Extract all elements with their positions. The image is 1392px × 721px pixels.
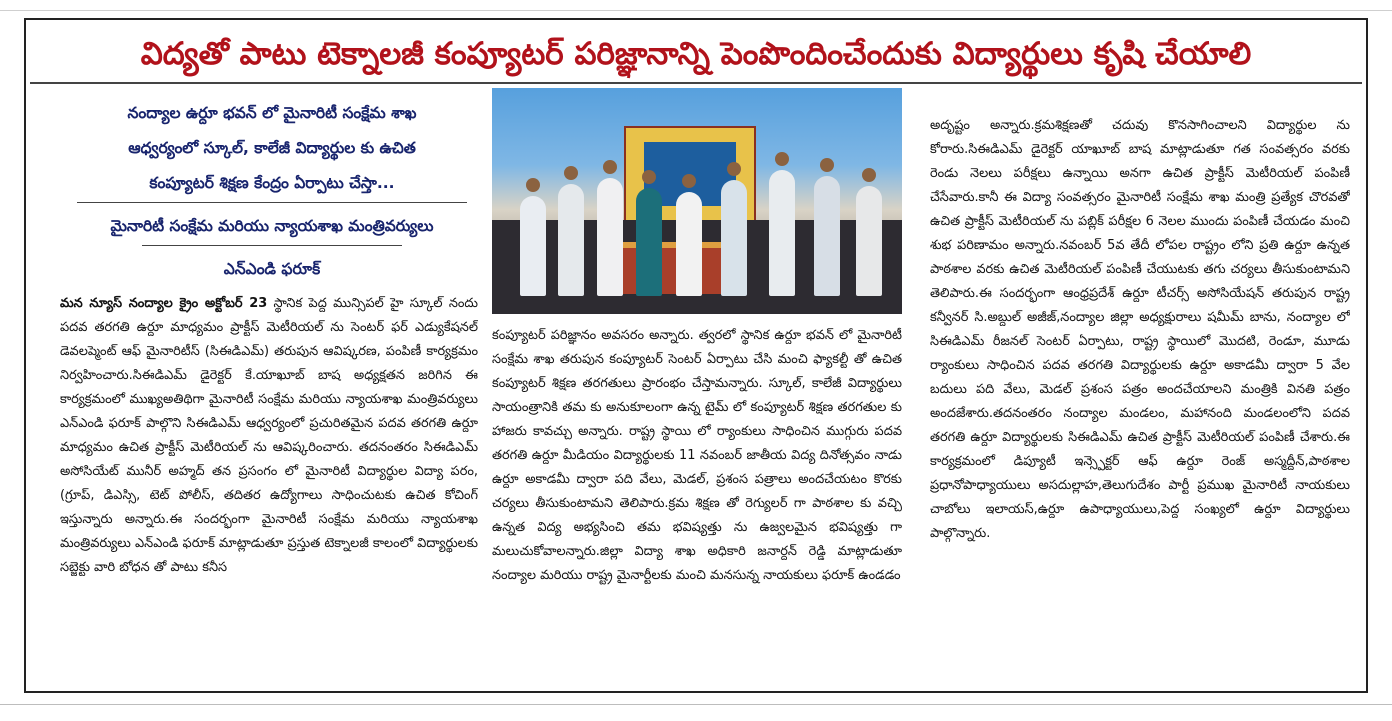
event-photo bbox=[492, 88, 902, 314]
article-headline: విద్యతో పాటు టెక్నాలజీ కంప్యూటర్ పరిజ్ఞానాన్ని పెంపొందించేందుకు విద్యార్థులు కృషి చేయాలి bbox=[140, 36, 1252, 72]
photo-person bbox=[597, 178, 623, 296]
news-article bbox=[24, 18, 1368, 693]
photo-person bbox=[636, 188, 662, 296]
photo-person bbox=[558, 184, 584, 296]
top-clipped-strip bbox=[0, 0, 1392, 11]
bottom-clipped-strip bbox=[0, 704, 1392, 721]
minister-name-divider bbox=[142, 245, 402, 246]
subheadline-line-2: ఆధ్వర్యంలో స్కూల్, కాలేజీ విద్యార్థుల కు ఉచిత bbox=[128, 139, 416, 157]
photo-person bbox=[856, 186, 882, 296]
subheadline-line-5: ఎన్ఎండి ఫరూక్ bbox=[223, 260, 321, 278]
subheadline-divider bbox=[77, 202, 467, 203]
photo-person bbox=[814, 176, 840, 296]
left-article-column bbox=[60, 292, 478, 688]
subheadline-line-3: కంప్యూటర్ శిక్షణ కేంద్రం ఏర్పాటు చేస్తా... bbox=[149, 174, 395, 192]
photo-person bbox=[721, 180, 747, 296]
subheadline-block bbox=[62, 102, 482, 302]
subheadline-line-4: మైనారిటీ సంక్షేమ మరియు న్యాయశాఖ మంత్రివర్యులు bbox=[110, 217, 434, 235]
dateline: మన న్యూస్ నంద్యాల క్రైం అక్టోబర్ 23 bbox=[60, 296, 268, 311]
left-column-body: స్థానిక పెద్ద మున్సిపల్ హై స్కూల్ నందు పదవ తరగతి ఉర్దూ మాధ్యమం ప్రాక్టీస్ మెటీరియల్ ను సెంటర్ ఫర్ ఎడ్యుకేషనల్ డెవలప్మెంట్ ఆఫ్ మైనారిటీస్ (సిఈడిఎమ్) తరుపున ఆవిష్కరణ, పంపిణీ కార్యక్రమం నిర్వహించారు.సిఈడిఎమ్ డైరెక్టర్ కే.యాఖూబ్ బాష అధ్యక్షతన జరిగిన ఈ కార్యక్రమంలో ముఖ్యఅతిథిగా మైనారిటీ సంక్షేమ మరియు న్యాయశాఖ మంత్రివర్యులు ఎన్ఎండి ఫరూక్ పాల్గొని సిఈడిఎమ్ ఆధ్వర్యంలో ప్రచురితమైన పదవ తరగతి ఉర్దూ మాధ్యమం ఉచిత ప్రాక్టీస్ మెటీరియల్ ను ఆవిష్కరించారు. తదనంతరం సిఈడిఎమ్ అసోసియేట్ మునీర్ అహ్మద్ తన ప్రసంగం లో మైనారిటీ విద్యార్థుల విద్యా పరం, (గ్రూప్, డిఎస్సి, టెట్ పోలీస్, తదితర ఉద్యోగాలు సాధించుటకు ఉచిత కోచింగ్ ఇస్తున్నారు అన్నారు.ఈ సందర్భంగా మైనారిటీ సంక్షేమ మరియు న్యాయశాఖ మంత్రివర్యులు ఎన్ఎండి ఫరూక్ మాట్లాడుతూ ప్రస్తుత టెక్నాలజీ కాలంలో విద్యార్థులకు సబ్జెక్టు వారి బోధన తో పాటు కనీస bbox=[60, 296, 478, 575]
middle-article-column: కంప్యూటర్ పరిజ్ఞానం అవసరం అన్నారు. త్వరలో స్థానిక ఉర్దూ భవన్ లో మైనారిటీ సంక్షేమ శాఖ తరుపున కంప్యూటర్ సెంటర్ ఏర్పాటు చేసి మంచి ఫ్యాకల్టీ తో ఉచిత కంప్యూటర్ శిక్షణ తరగతులు ప్రారంభం చేస్తామన్నారు. స్కూల్, కాలేజీ విద్యార్థులు సాయంత్రానికి తమ కు అనుకూలంగా ఉన్న టైమ్ లో కంప్యూటర్ శిక్షణ తరగతుల కు హాజరు కావచ్చు అన్నారు. రాష్ట్ర స్థాయి లో ర్యాంకులు సాధించిన ముగ్గురు పదవ తరగతి ఉర్దూ మీడియం విద్యార్థులకు 11 నవంబర్ జాతీయ విద్య దినోత్సవం నాడు ఉర్దూ అకాడమీ ద్వారా పది వేలు, మెడల్, ప్రశంస పత్రాలు అందచేయటం కొరకు చర్యలు తీసుకుంటామని తెలిపారు.క్రమ శిక్షణ తో రెగ్యులర్ గా పాఠశాల కు వచ్చి ఉన్నత విద్య అభ్యసించి తమ భవిష్యత్తు ను ఉజ్వలమైన భవిష్యత్తు గా మలుచుకోవాలన్నారు.జిల్లా విద్యా శాఖ అధికారి జనార్దన్ రెడ్డి మాట్లాడుతూ నంద్యాల మరియు రాష్ట్ర మైనార్టీలకు మంచి మనసున్న నాయకులు ఫరూక్ ఉండడం bbox=[492, 328, 902, 583]
photo-person bbox=[676, 192, 702, 296]
photo-person bbox=[769, 170, 795, 296]
right-article-column: అదృష్టం అన్నారు.క్రమశిక్షణతో చదువు కొనసాగించాలని విద్యార్థుల ను కోరారు.సిఈడిఎమ్ డైరెక్టర్ యాఖూబ్ బాష మాట్లాడుతూ గత సంవత్సరం వరకు రెండు నెలలు పరీక్షలు ఉన్నాయి అనగా ఉచిత ప్రాక్టీస్ మెటీరియల్ పంపిణీ చేసేవారు.కానీ ఈ విద్యా సంవత్సరం మైనారిటీ సంక్షేమ శాఖ మంత్రి ప్రత్యేక చొరవతో ఉచిత ప్రాక్టీస్ మెటీరియల్ ను పబ్లిక్ పరీక్షల 6 నెలల ముందు పంపిణీ చేయడం మంచి శుభ పరిణామం అన్నారు.నవంబర్ 5వ తేదీ లోపల రాష్ట్రం లోని ప్రతి ఉర్దూ ఉన్నత పాఠశాల వరకు ఉచిత మెటీరియల్ పంపిణీ చేయుటకు తగు చర్యలు తీసుకుంటామని తెలిపారు.ఈ సందర్భంగా ఆంధ్రప్రదేశ్ ఉర్దూ టీచర్స్ అసోసియేషన్ తరుపున రాష్ట్ర కన్వీనర్ సి.అబ్దుల్ అజీజ్,నంద్యాల జిల్లా అధ్యక్షురాలు షమీమ్ బాను, నంద్యాల లో సిఈడిఎమ్ రీజనల్ సెంటర్ ఏర్పాటు, రాష్ట్ర స్థాయిలో మొదటి, రెండూ, మూడు ర్యాంకులు సాధించిన పదవ తరగతి విద్యార్థులకు ఉర్దూ అకాడమీ ద్వారా 5 వేల బదులు పది వేలు, మెడల్ ప్రశంస పత్రం అందచేయాలని మంత్రికి వినతి పత్రం అందజేశారు.తదనంతరం నంద్యాల మండలం, మహానంది మండలంలోని పదవ తరగతి ఉర్దూ విద్యార్థులకు సిఈడిఎమ్ ఉచిత ప్రాక్టీస్ మెటీరియల్ పంపిణీ చేశారు.ఈ కార్యక్రమంలో డిప్యూటీ ఇన్స్పెక్టర్ ఆఫ్ ఉర్దూ రెంజ్ అస్మద్దీన్,పాఠశాల ప్రధానోపాధ్యాయులు అసదుల్లాహ,తెలుగుదేశం పార్టీ ప్రముఖ మైనారిటీ నాయకులు చాబోలు ఇలాయస్,ఉర్దూ ఉపాధ్యాయులు,పెద్ద సంఖ్యలో ఉర్దూ విద్యార్థులు పాల్గొన్నారు. bbox=[930, 118, 1350, 541]
photo-person bbox=[520, 196, 546, 296]
subheadline-line-1: నంద్యాల ఉర్దూ భవన్ లో మైనారిటీ సంక్షేమ శాఖ bbox=[127, 104, 417, 122]
header-divider bbox=[30, 82, 1362, 84]
